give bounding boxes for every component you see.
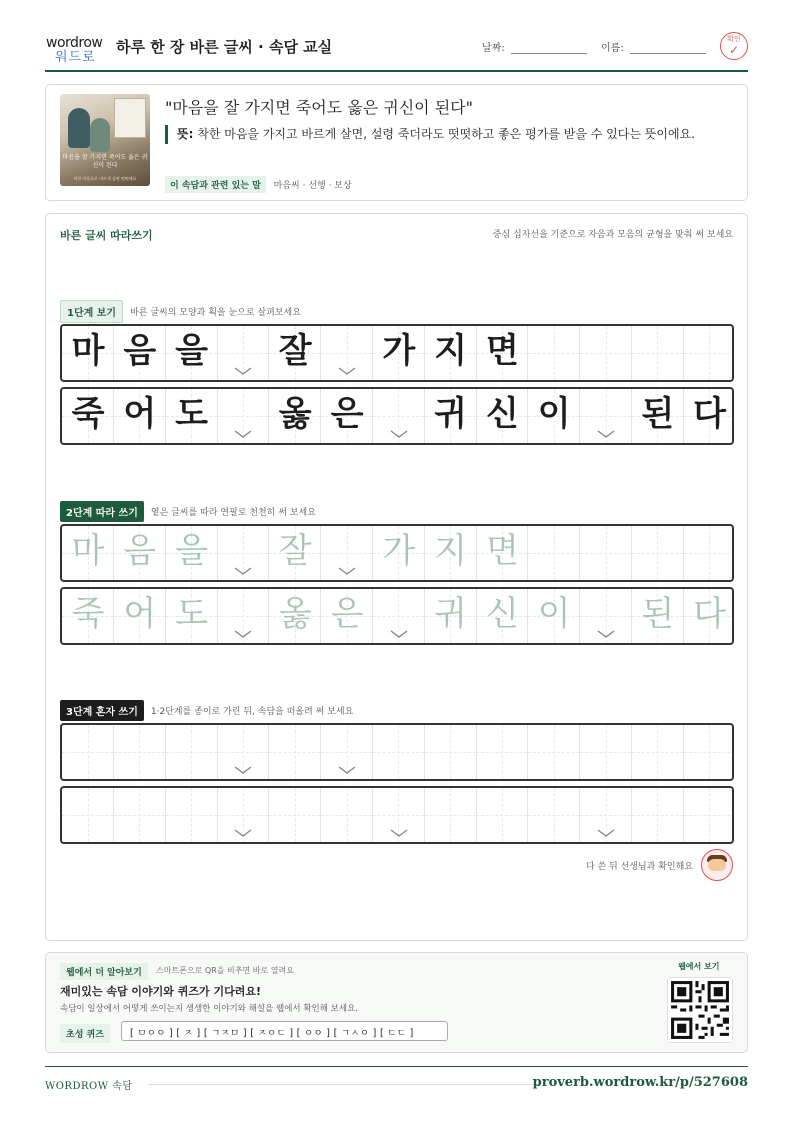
grid-glyph: 잘 xyxy=(278,531,312,571)
grid-cell[interactable] xyxy=(580,788,632,842)
grid-cell[interactable] xyxy=(373,725,425,779)
grid-cell xyxy=(632,389,684,443)
word-space-icon xyxy=(233,828,253,838)
grid-glyph: 음 xyxy=(123,531,157,571)
grid-glyph: 귀 xyxy=(434,394,468,434)
word-space-icon xyxy=(233,566,253,576)
grid-cell xyxy=(425,389,477,443)
date-field[interactable] xyxy=(482,39,587,54)
grid-glyph: 다 xyxy=(693,594,727,634)
quiz-label: 초성 퀴즈 xyxy=(60,1024,110,1043)
grid-cell[interactable] xyxy=(684,526,734,580)
grid-cell[interactable] xyxy=(269,526,321,580)
page-header xyxy=(45,30,748,72)
grid-cell[interactable] xyxy=(476,526,528,580)
logo-wordmark: wordrow xyxy=(46,35,103,51)
grid-cell xyxy=(528,389,580,443)
grid-cell xyxy=(321,326,373,380)
word-space-icon xyxy=(337,366,357,376)
grid-cell[interactable] xyxy=(476,589,528,643)
step-3-tag: 3단계 혼자 쓰기 xyxy=(60,700,144,721)
word-space-icon xyxy=(596,629,616,639)
date-line[interactable] xyxy=(511,43,587,54)
grid-cell[interactable] xyxy=(269,589,321,643)
grid-cell xyxy=(62,389,114,443)
grid-glyph: 신 xyxy=(485,394,519,434)
word-space-icon xyxy=(337,566,357,576)
grid-glyph: 가 xyxy=(382,531,416,571)
step-1-hint: 바른 글씨의 모양과 획을 눈으로 살펴보세요 xyxy=(130,308,301,318)
qr-code-graphic xyxy=(668,978,732,1042)
grid-cell[interactable] xyxy=(166,788,218,842)
grid-cell[interactable] xyxy=(321,526,373,580)
grid-cell[interactable] xyxy=(425,725,477,779)
word-space-icon xyxy=(233,629,253,639)
grid-cell xyxy=(373,326,425,380)
step-2-label xyxy=(60,501,316,522)
related-words xyxy=(165,176,352,193)
grid-cell[interactable] xyxy=(425,526,477,580)
grid-cell xyxy=(425,326,477,380)
grid-cell xyxy=(373,389,425,443)
word-space-icon xyxy=(596,429,616,439)
word-space-icon xyxy=(596,828,616,838)
grid-cell[interactable] xyxy=(476,788,528,842)
grid-cell[interactable] xyxy=(166,589,218,643)
step-2-tag: 2단계 따라 쓰기 xyxy=(60,501,144,522)
logo-korean: 워드로 xyxy=(55,50,96,65)
grid-cell[interactable] xyxy=(217,788,269,842)
grid-glyph: 어 xyxy=(123,594,157,634)
grid-cell[interactable] xyxy=(425,788,477,842)
grid-cell xyxy=(580,326,632,380)
related-list: 마음씨 · 선행 · 보상 xyxy=(273,181,352,191)
grid-glyph: 은 xyxy=(330,394,364,434)
grid-cell[interactable] xyxy=(62,788,114,842)
grid-glyph: 도 xyxy=(175,394,209,434)
wordrow-logo[interactable] xyxy=(46,35,108,65)
grid-glyph: 옳 xyxy=(278,594,312,634)
name-line[interactable] xyxy=(630,43,706,54)
grid-cell[interactable] xyxy=(114,526,166,580)
check-stamp-icon: 확인 ✓ xyxy=(720,32,748,60)
grid-glyph: 을 xyxy=(175,331,209,371)
grid-glyph: 이 xyxy=(537,394,571,434)
footer-divider xyxy=(148,1084,538,1085)
confirm-text: 다 쓴 뒤 선생님과 확인해요 xyxy=(585,861,693,872)
grid-glyph: 신 xyxy=(485,594,519,634)
word-space-icon xyxy=(389,828,409,838)
grid-glyph: 마 xyxy=(71,331,105,371)
word-space-icon xyxy=(233,765,253,775)
web-more-desc: 속담이 일상에서 어떻게 쓰이는지 생생한 이야기와 해설을 웹에서 확인해 보세요. xyxy=(60,1004,358,1014)
step-3-row-1[interactable] xyxy=(60,723,734,781)
grid-cell[interactable] xyxy=(528,725,580,779)
grid-cell[interactable] xyxy=(580,589,632,643)
grid-cell[interactable] xyxy=(114,788,166,842)
grid-cell[interactable] xyxy=(476,725,528,779)
grid-cell xyxy=(580,389,632,443)
grid-cell[interactable] xyxy=(373,526,425,580)
step-3-row-2[interactable] xyxy=(60,786,734,844)
chosung-quiz: [ ㅁㅇㅇ ] [ ㅈ ] [ ㄱㅈㅁ ] [ ㅈㅇㄷ ] [ ㅇㅇ ] [ ㄱㅅㅇ ] [ ㄷㄷ ] xyxy=(121,1021,448,1041)
page-footer xyxy=(45,1066,748,1096)
grid-cell[interactable] xyxy=(321,725,373,779)
illustration-caption: 마음을 잘 가지면 죽어도 옳은 귀신이 된다 xyxy=(62,154,148,169)
grid-cell[interactable] xyxy=(632,589,684,643)
grid-cell xyxy=(166,389,218,443)
grid-cell[interactable] xyxy=(166,526,218,580)
grid-cell[interactable] xyxy=(321,589,373,643)
proverb-title: "마음을 잘 가지면 죽어도 옳은 귀신이 된다" xyxy=(165,98,473,117)
date-label: 날짜: xyxy=(482,43,505,54)
grid-cell[interactable] xyxy=(684,725,734,779)
grid-cell[interactable] xyxy=(217,589,269,643)
footer-url[interactable]: proverb.wordrow.kr/p/527608 xyxy=(532,1075,748,1090)
teacher-confirm xyxy=(586,849,733,881)
grid-cell[interactable] xyxy=(632,788,684,842)
grid-cell[interactable] xyxy=(580,526,632,580)
word-space-icon xyxy=(389,429,409,439)
page-title: 하루 한 장 바른 글씨 · 속담 교실 xyxy=(116,38,333,56)
word-space-icon xyxy=(389,629,409,639)
grid-cell xyxy=(217,389,269,443)
grid-glyph: 옳 xyxy=(278,394,312,434)
grid-cell xyxy=(62,326,114,380)
step-2-row-2[interactable] xyxy=(60,587,734,645)
grid-glyph: 이 xyxy=(537,594,571,634)
word-space-icon xyxy=(233,366,253,376)
illustration-subcaption: 착한 마음으로 바르게 살면 떳떳해요 xyxy=(73,176,137,181)
check-stamp-label: 확인 xyxy=(727,35,741,43)
practice-title: 바른 글씨 따라쓰기 xyxy=(60,229,153,242)
grid-cell xyxy=(269,389,321,443)
grid-cell[interactable] xyxy=(684,788,734,842)
grid-glyph: 가 xyxy=(382,331,416,371)
grid-cell xyxy=(476,326,528,380)
step-1-tag: 1단계 보기 xyxy=(60,300,123,323)
practice-hint: 중심 십자선을 기준으로 자음과 모음의 균형을 맞춰 써 보세요 xyxy=(492,230,733,240)
grid-glyph: 잘 xyxy=(278,331,312,371)
practice-panel xyxy=(45,213,748,941)
grid-cell[interactable] xyxy=(528,526,580,580)
proverb-meaning xyxy=(165,125,735,144)
grid-glyph: 은 xyxy=(330,594,364,634)
web-more-tag: 웹에서 더 알아보기 xyxy=(60,963,148,980)
grid-cell[interactable] xyxy=(425,589,477,643)
step-3-hint: 1·2단계를 종이로 가린 뒤, 속담을 떠올려 써 보세요 xyxy=(150,707,354,717)
qr-code-icon[interactable] xyxy=(667,977,733,1043)
grid-cell[interactable] xyxy=(373,589,425,643)
grid-glyph: 지 xyxy=(434,331,468,371)
grid-cell[interactable] xyxy=(62,725,114,779)
name-field[interactable] xyxy=(601,39,706,54)
grid-glyph: 된 xyxy=(641,394,675,434)
web-more-title: 재미있는 속담 이야기와 퀴즈가 기다려요! xyxy=(60,985,261,998)
grid-cell[interactable] xyxy=(269,788,321,842)
grid-cell[interactable] xyxy=(321,788,373,842)
grid-cell[interactable] xyxy=(269,725,321,779)
grid-glyph: 죽 xyxy=(71,594,105,634)
grid-cell xyxy=(632,326,684,380)
web-view-label: 웹에서 보기 xyxy=(678,962,720,971)
step-2-row-1[interactable] xyxy=(60,524,734,582)
grid-cell xyxy=(321,389,373,443)
grid-glyph: 도 xyxy=(175,594,209,634)
grid-glyph: 죽 xyxy=(71,394,105,434)
grid-cell[interactable] xyxy=(166,725,218,779)
grid-glyph: 다 xyxy=(693,394,727,434)
step-1-label xyxy=(60,300,301,323)
grid-glyph: 면 xyxy=(485,531,519,571)
word-space-icon xyxy=(337,765,357,775)
web-more-box xyxy=(45,952,748,1053)
meaning-label: 뜻: xyxy=(177,127,194,141)
grid-cell xyxy=(269,326,321,380)
grid-glyph: 귀 xyxy=(434,594,468,634)
grid-cell[interactable] xyxy=(114,725,166,779)
web-more-hint: 스마트폰으로 QR을 비추면 바로 열려요 xyxy=(156,966,294,975)
grid-cell[interactable] xyxy=(632,526,684,580)
word-space-icon xyxy=(233,429,253,439)
grid-glyph: 지 xyxy=(434,531,468,571)
grid-cell xyxy=(528,326,580,380)
grid-cell xyxy=(217,326,269,380)
grid-cell xyxy=(166,326,218,380)
step-1-row-2 xyxy=(60,387,734,445)
grid-cell[interactable] xyxy=(684,589,734,643)
grid-cell xyxy=(114,389,166,443)
grid-cell xyxy=(114,326,166,380)
step-1-row-1 xyxy=(60,324,734,382)
name-label: 이름: xyxy=(601,43,624,54)
grid-cell xyxy=(684,389,734,443)
grid-cell[interactable] xyxy=(217,526,269,580)
related-tag: 이 속담과 관련 있는 말 xyxy=(165,176,266,193)
grid-glyph: 마 xyxy=(71,531,105,571)
footer-brand: WORDROW 속담 xyxy=(45,1081,133,1092)
proverb-card xyxy=(45,84,748,201)
grid-cell[interactable] xyxy=(373,788,425,842)
grid-cell[interactable] xyxy=(528,589,580,643)
step-3-label xyxy=(60,700,353,721)
grid-glyph: 을 xyxy=(175,531,209,571)
grid-cell[interactable] xyxy=(528,788,580,842)
grid-glyph: 된 xyxy=(641,594,675,634)
grid-cell[interactable] xyxy=(114,589,166,643)
grid-cell[interactable] xyxy=(580,725,632,779)
step-2-hint: 옅은 글씨를 따라 연필로 천천히 써 보세요 xyxy=(150,508,316,518)
proverb-illustration xyxy=(60,94,150,186)
grid-cell xyxy=(684,326,734,380)
grid-cell[interactable] xyxy=(62,526,114,580)
grid-glyph: 면 xyxy=(485,331,519,371)
meaning-text: 착한 마음을 가지고 바르게 살면, 설령 죽더라도 떳떳하고 좋은 평가를 받을 수 있다는 뜻이에요. xyxy=(197,127,695,141)
teacher-stamp-icon xyxy=(701,849,733,881)
grid-cell[interactable] xyxy=(632,725,684,779)
grid-cell[interactable] xyxy=(62,589,114,643)
grid-cell xyxy=(476,389,528,443)
grid-cell[interactable] xyxy=(217,725,269,779)
grid-glyph: 음 xyxy=(123,331,157,371)
grid-glyph: 어 xyxy=(123,394,157,434)
